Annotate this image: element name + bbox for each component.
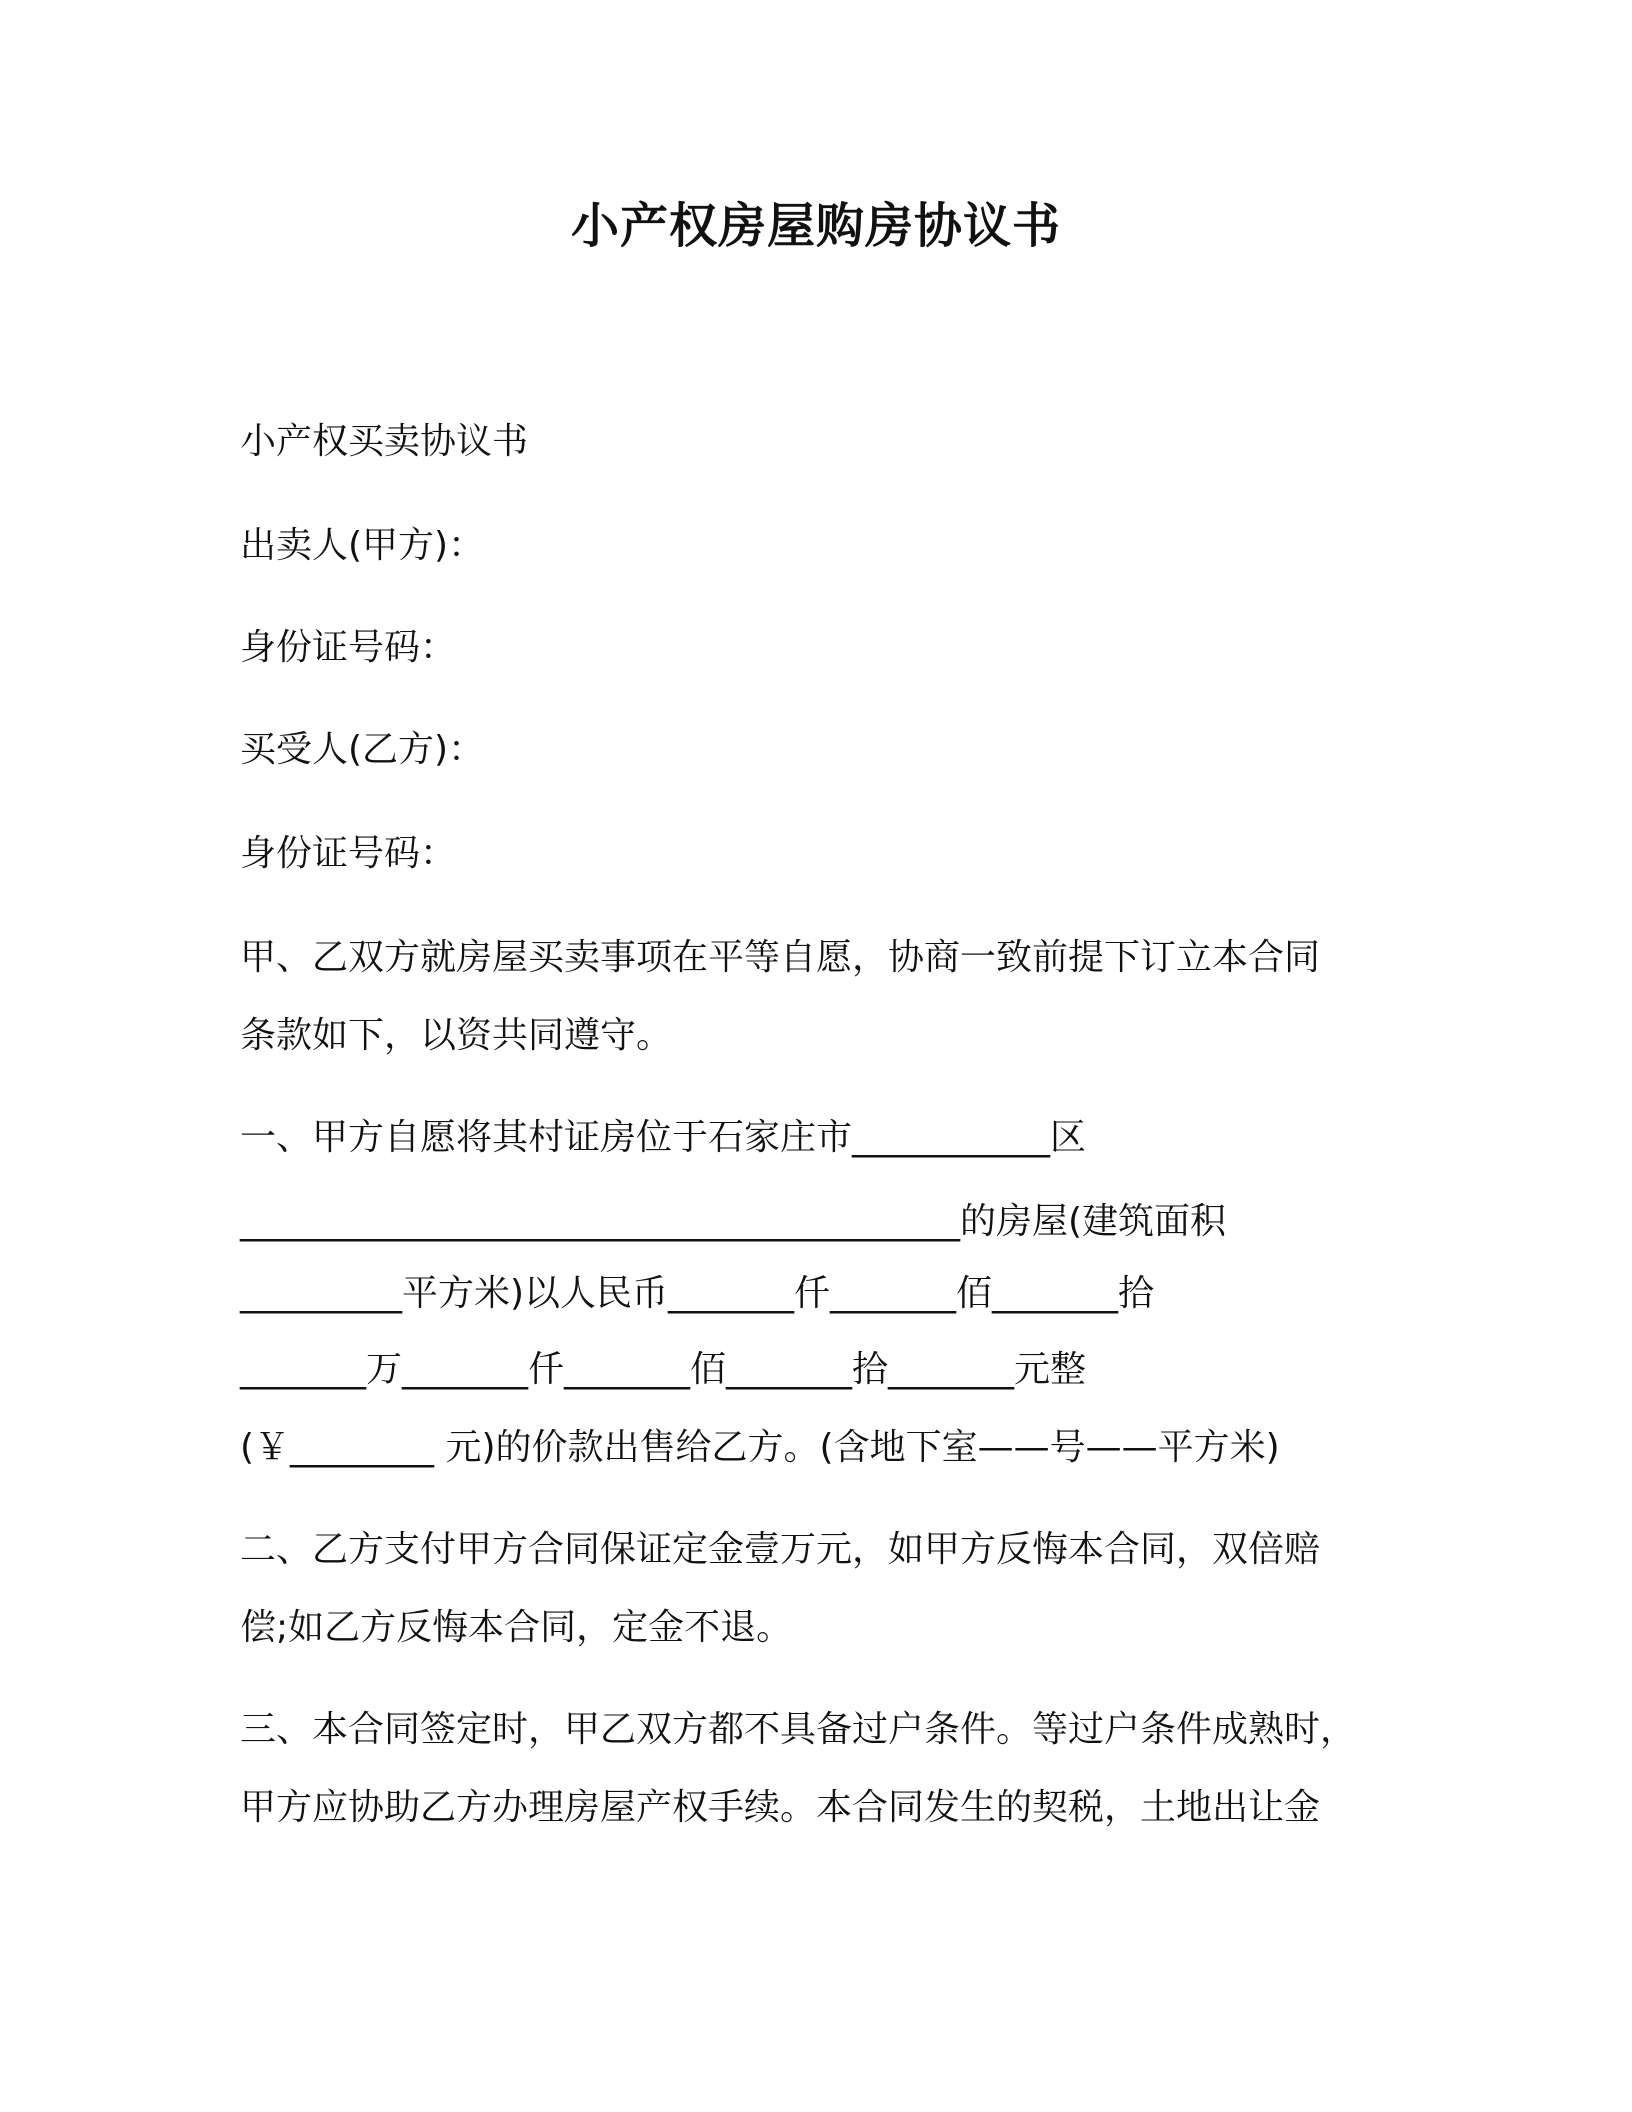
buyer-id-line: 身份证号码： — [240, 833, 457, 874]
clause-2-line-2: 偿;如乙方反悔本合同，定金不退。 — [240, 1607, 793, 1648]
preamble-line-1: 甲、乙双方就房屋买卖事项在平等自愿，协商一致前提下订立本合同 — [240, 937, 1321, 978]
clause-1-line-1: 一、甲方自愿将其村证房位于石家庄市___________区 — [240, 1117, 1087, 1158]
clause-2-line-1: 二、乙方支付甲方合同保证定金壹万元，如甲方反悔本合同，双倍赔 — [240, 1529, 1321, 1570]
preamble-line-2: 条款如下，以资共同遵守。 — [240, 1015, 673, 1056]
clause-3-line-1: 三、本合同签定时，甲乙双方都不具备过户条件。等过户条件成熟时， — [240, 1709, 1357, 1750]
clause-1-line-3: _________平方米)以人民币_______仟_______佰_______拾 — [240, 1273, 1155, 1314]
clause-3-line-2: 甲方应协助乙方办理房屋产权手续。本合同发生的契税，土地出让金 — [240, 1787, 1321, 1828]
document-title: 小产权房屋购房协议书 — [570, 198, 1061, 254]
subtitle-line: 小产权买卖协议书 — [240, 421, 529, 462]
clause-1-line-5: (￥________ 元)的价款出售给乙方。(含地下室——号——平方米) — [240, 1427, 1280, 1468]
seller-id-line: 身份证号码： — [240, 627, 457, 668]
buyer-line: 买受人(乙方)： — [240, 729, 485, 770]
clause-1-line-4: _______万_______仟_______佰_______拾_______元整 — [240, 1349, 1086, 1390]
clause-1-line-2: ________________________________________的房屋(建筑面积 — [240, 1201, 1227, 1242]
seller-line: 出卖人(甲方)： — [240, 525, 485, 566]
